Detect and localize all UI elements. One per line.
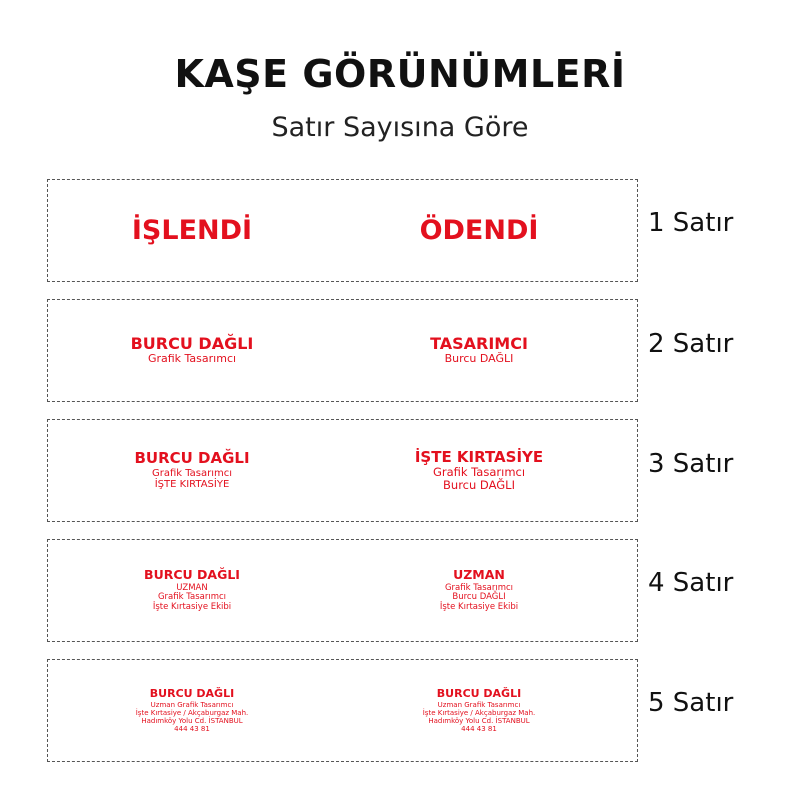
- stamp-preview-right: [359, 659, 599, 762]
- stamp-line: Grafik Tasarımcı: [157, 592, 227, 603]
- stamp-line: UZMAN: [176, 582, 208, 593]
- stamp-line: BURCU DAĞLI: [134, 449, 250, 468]
- stamp-preview-right: [359, 539, 599, 642]
- stamp-line: İşte Kırtasiye / Akçaburgaz Mah.: [422, 709, 536, 718]
- stamp-line: Burcu DAĞLI: [443, 478, 515, 493]
- row-label-1: 1 Satır: [648, 208, 734, 238]
- page-title: KAŞE GÖRÜNÜMLERİ: [174, 52, 626, 96]
- stamp-line: İŞLENDİ: [131, 214, 253, 246]
- stamp-line: İşte Kırtasiye Ekibi: [152, 602, 232, 613]
- stamp-preview-right: [359, 179, 599, 282]
- stamp-row-4: [47, 539, 638, 642]
- row-label-2: 2 Satır: [648, 329, 734, 359]
- stamp-line: UZMAN: [453, 567, 505, 583]
- stamp-line: Grafik Tasarımcı: [444, 582, 514, 593]
- stamp-line: Hadımköy Yolu Cd. İSTANBUL: [428, 717, 530, 726]
- stamp-line: ÖDENDİ: [419, 214, 539, 246]
- stamp-line: İŞTE KIRTASİYE: [414, 447, 544, 466]
- stamp-line: Uzman Grafik Tasarımcı: [437, 701, 521, 710]
- stamp-line: Hadımköy Yolu Cd. İSTANBUL: [141, 717, 243, 726]
- stamp-preview-left: [72, 419, 312, 522]
- page-subtitle: Satır Sayısına Göre: [271, 112, 529, 143]
- stamp-line: İŞTE KIRTASİYE: [154, 479, 230, 491]
- stamp-line: BURCU DAĞLI: [436, 686, 522, 700]
- stamp-line: Grafik Tasarımcı: [151, 467, 233, 479]
- stamp-line: 444 43 81: [461, 725, 497, 734]
- stamp-line: İşte Kırtasiye / Akçaburgaz Mah.: [135, 709, 249, 718]
- row-label-3: 3 Satır: [648, 449, 734, 479]
- stamp-preview-left: [72, 179, 312, 282]
- stamp-row-1: [47, 179, 638, 282]
- stamp-line: İşte Kırtasiye Ekibi: [439, 602, 519, 613]
- stamp-line: BURCU DAĞLI: [149, 686, 235, 700]
- stamp-preview-left: [72, 659, 312, 762]
- stamp-line: BURCU DAĞLI: [144, 567, 240, 583]
- stamp-line: BURCU DAĞLI: [130, 333, 254, 353]
- stamp-line: Grafik Tasarımcı: [147, 352, 237, 366]
- stamp-line: TASARIMCI: [430, 333, 528, 353]
- stamp-line: 444 43 81: [174, 725, 210, 734]
- stamp-row-5: [47, 659, 638, 762]
- stamp-preview-left: [72, 539, 312, 642]
- stamp-line: Grafik Tasarımcı: [432, 464, 526, 479]
- stamp-line: Burcu DAĞLI: [444, 352, 514, 366]
- stamp-row-2: [47, 299, 638, 402]
- row-label-4: 4 Satır: [648, 568, 734, 598]
- stamp-line: Uzman Grafik Tasarımcı: [150, 701, 234, 710]
- stamp-preview-left: [72, 299, 312, 402]
- stamp-preview-right: [359, 419, 599, 522]
- stamp-row-3: [47, 419, 638, 522]
- row-label-5: 5 Satır: [648, 688, 734, 718]
- stamp-line: Burcu DAĞLI: [452, 592, 506, 603]
- stamp-preview-right: [359, 299, 599, 402]
